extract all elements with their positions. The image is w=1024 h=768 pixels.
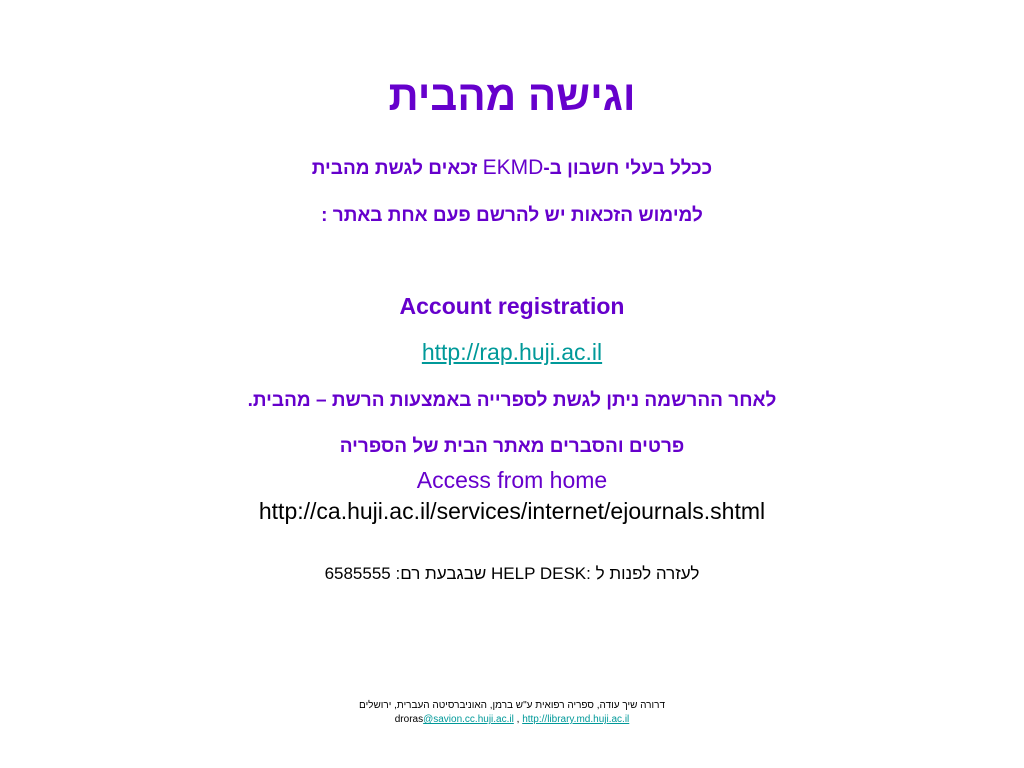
ekmd-label: EKMD: [482, 156, 544, 179]
registration-link[interactable]: http://rap.huji.ac.il: [421, 339, 603, 365]
details-line: פרטים והסברים מאתר הבית של הספריה: [339, 436, 685, 457]
ekmd-eligibility-line: [0, 156, 1024, 180]
footer-library-link[interactable]: http://library.md.huji.ac.il: [522, 714, 630, 725]
register-instruction-line: למימוש הזכאות יש להרשם פעם אחת באתר :: [321, 205, 703, 226]
help-text-a: לעזרה לפנות ל: [595, 564, 700, 583]
footer-credit: דרורה שיך עודה, ספריה רפואית ע"ש ברמן, האוניברסיטה העברית, ירושלים: [358, 700, 666, 711]
help-text-b: שבגבעת רם:: [395, 564, 487, 583]
registration-url-line: [0, 339, 1024, 366]
after-registration-line: לאחר ההרשמה ניתן לגשת לספרייה באמצעות הרשת – מהבית.: [247, 390, 777, 411]
helpdesk-label: HELP DESK:: [491, 564, 591, 583]
account-registration-heading: Account registration: [399, 293, 625, 319]
footer-email-link[interactable]: @savion.cc.huji.ac.il: [423, 714, 514, 725]
slide-title: וגישה מהבית: [388, 72, 636, 119]
helpdesk-line: [0, 564, 1024, 584]
footer-email-user: droras: [394, 714, 424, 725]
footer-contact: [0, 714, 1024, 725]
eligibility-text-a: ככלל בעלי חשבון ב-: [543, 158, 713, 179]
eligibility-text-b: זכאים לגשת מהבית: [311, 158, 478, 179]
access-url: http://ca.huji.ac.il/services/internet/ejournals.shtml: [258, 498, 766, 524]
access-from-home-label: Access from home: [416, 467, 608, 493]
footer-separator: ,: [513, 714, 523, 725]
helpdesk-phone: 6585555: [324, 564, 391, 583]
